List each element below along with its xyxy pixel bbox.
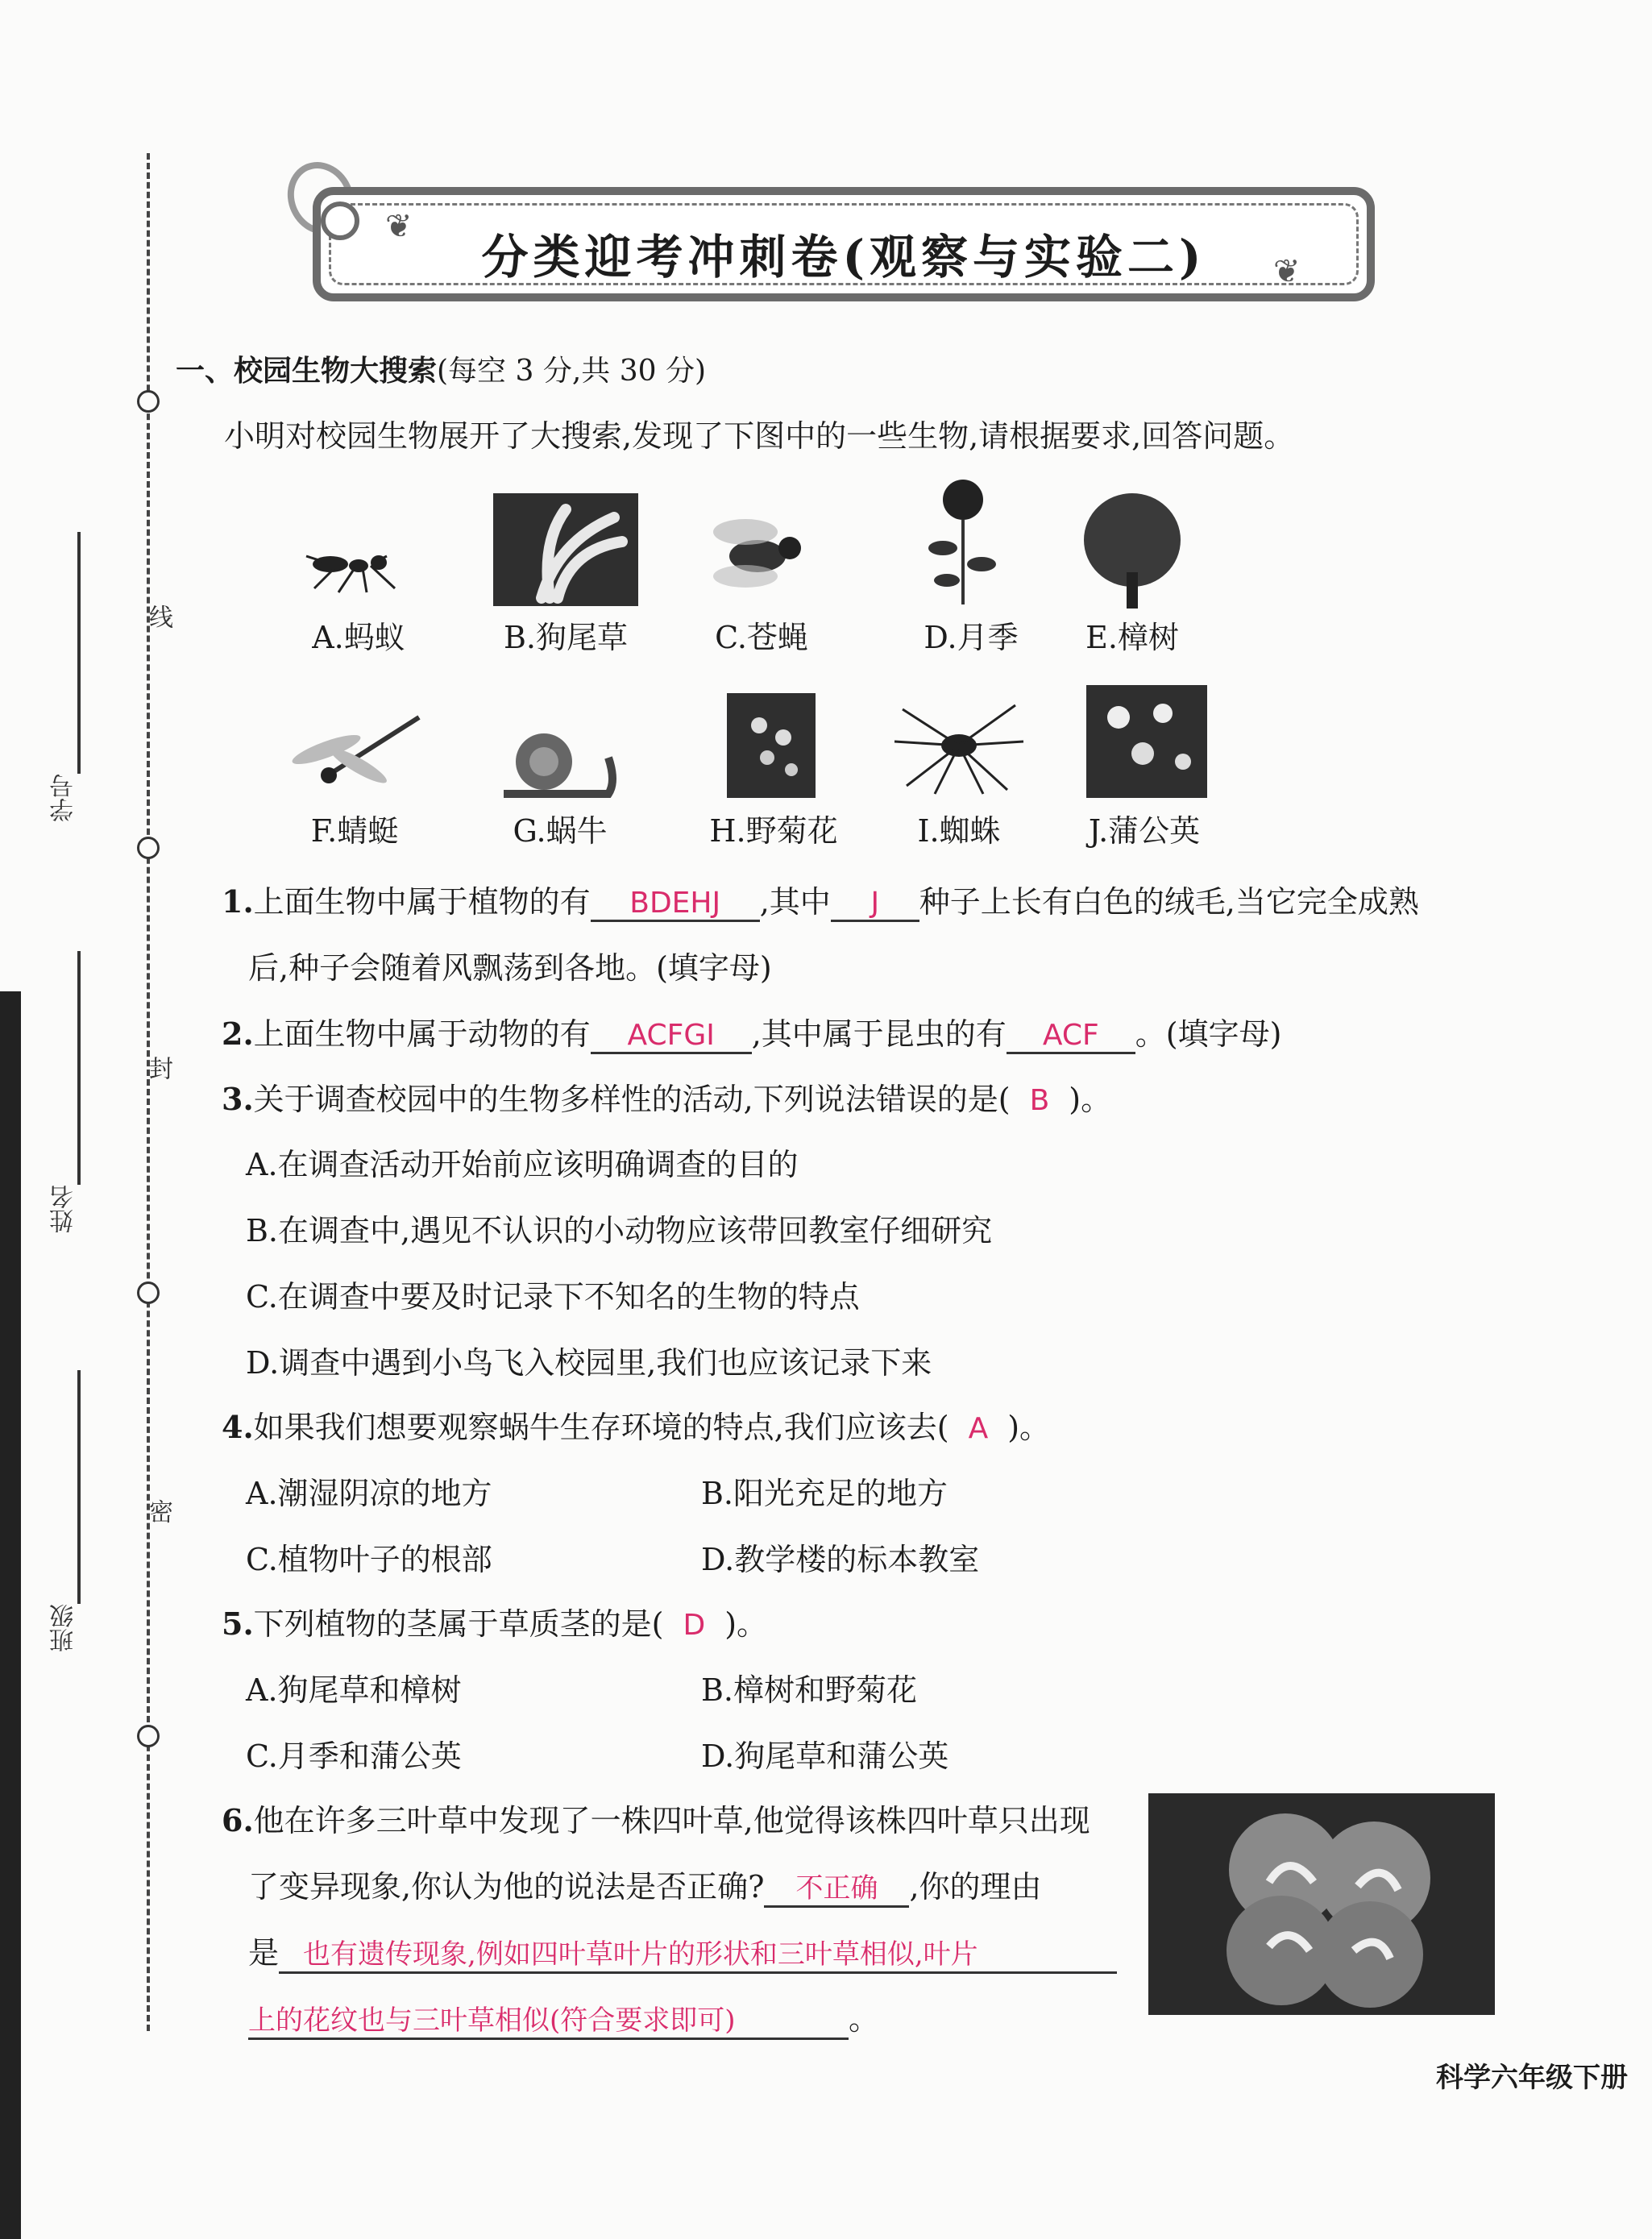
camphor-tree-icon [1080, 492, 1185, 609]
student-id-line [77, 532, 81, 774]
q3-option-d: D.调查中遇到小鸟飞入校园里,我们也应该记录下来 [246, 1345, 932, 1381]
q4-option-a: A.潮湿阴凉的地方 [246, 1476, 492, 1511]
answer-q1a: BDEHJ [629, 887, 721, 920]
answer-q4: A [968, 1412, 989, 1445]
section-intro: 小明对校园生物展开了大搜索,发现了下图中的一些生物,请根据要求,回答问题。 [224, 418, 1295, 454]
q4-option-c: C.植物叶子的根部 [246, 1542, 492, 1577]
organism-label-b: B.狗尾草 [503, 620, 628, 655]
organism-label-c: C.苍蝇 [715, 620, 808, 655]
ant-icon [290, 532, 427, 604]
q5-option-c: C.月季和蒲公英 [246, 1738, 462, 1774]
question-2: 2.上面生物中属于动物的有 ACFGI ,其中属于昆虫的有 ACF 。(填字母) [222, 1009, 1281, 1054]
answer-q5: D [683, 1609, 706, 1642]
section-heading [176, 348, 706, 389]
butterfly-icon-2: ❦ [1273, 253, 1301, 290]
label-name: 姓名 [50, 1185, 78, 1233]
cut-word-mi: 密 [144, 1499, 172, 1523]
answer-q6b-line1: 也有遗传现象,例如四叶草叶片的形状和三叶草相似,叶片 [303, 1938, 978, 1971]
answer-q6a: 不正确 [795, 1872, 878, 1905]
organism-label-g: G.蜗牛 [513, 813, 608, 849]
cut-word-xian: 线 [144, 604, 172, 629]
q3-option-c: C.在调查中要及时记录下不知名的生物的特点 [246, 1279, 860, 1315]
scan-edge-bar [0, 991, 21, 2239]
organism-label-e: E.樟树 [1085, 620, 1179, 655]
q5-option-b: B.樟树和野菊花 [701, 1672, 918, 1708]
rose-icon [919, 476, 999, 609]
q3-option-b: B.在调查中,遇见不认识的小动物应该带回教室仔细研究 [246, 1213, 993, 1248]
q3-option-a: A.在调查活动开始前应该明确调查的目的 [246, 1147, 799, 1182]
question-3: 3.关于调查校园中的生物多样性的活动,下列说法错误的是( B )。 [222, 1081, 1112, 1117]
answer-q3: B [1029, 1084, 1050, 1117]
dandelion-photo [1086, 685, 1207, 798]
answer-q2b: ACF [1042, 1019, 1099, 1052]
binding-dashed-line [147, 153, 150, 2031]
organism-label-h: H.野菊花 [709, 813, 838, 849]
tag-hole-icon [321, 201, 359, 240]
question-6: 6.他在许多三叶草中发现了一株四叶草,他觉得该株四叶草只出现 [222, 1802, 1090, 1838]
binding-hole-3 [137, 1282, 160, 1304]
section-points: (每空 3 分,共 30 分) [437, 355, 707, 388]
answer-q2a: ACFGI [627, 1019, 715, 1052]
answer-q6b-line2: 上的花纹也与三叶草相似(符合要求即可) [248, 2004, 736, 2037]
section-title: 一、校园生物大搜索 [176, 354, 438, 388]
organism-label-j: J.蒲公英 [1088, 813, 1201, 849]
organism-label-f: F.蜻蜓 [310, 813, 399, 849]
label-student-id: 学号 [50, 774, 78, 822]
answer-q1b: J [870, 887, 880, 920]
four-leaf-clover-photo [1148, 1793, 1495, 2015]
question-1: 1.上面生物中属于植物的有 BDEHJ ,其中 J 种子上长有白色的绒毛,当它完全成熟 [222, 877, 1419, 922]
binding-hole-1 [137, 390, 160, 413]
binding-hole-4 [137, 1725, 160, 1747]
question-1-line2: 后,种子会随着风飘荡到各地。(填字母) [248, 950, 772, 986]
label-class: 班级 [50, 1604, 78, 1652]
foxtail-grass-photo [493, 493, 638, 606]
q4-option-d: D.教学楼的标本教室 [701, 1542, 980, 1577]
question-6-line2: 了变异现象,你认为他的说法是否正确? 不正确 ,你的理由 [248, 1862, 1042, 1908]
footer-book-title: 科学六年级下册 [1436, 2062, 1628, 2094]
name-line [77, 951, 81, 1185]
question-4: 4.如果我们想要观察蜗牛生存环境的特点,我们应该去( A )。 [222, 1409, 1051, 1445]
q5-option-a: A.狗尾草和樟树 [246, 1672, 462, 1708]
question-5: 5.下列植物的茎属于草质茎的是( D )。 [222, 1606, 768, 1642]
binding-hole-2 [137, 837, 160, 859]
wild-chrysanthemum-photo [727, 693, 816, 798]
title-frame [313, 187, 1375, 301]
organism-label-d: D.月季 [924, 620, 1019, 655]
q4-option-b: B.阳光充足的地方 [701, 1476, 948, 1511]
organism-label-a: A.蚂蚁 [312, 620, 405, 655]
dragonfly-icon [282, 709, 427, 798]
snail-icon [496, 725, 616, 798]
spider-icon [886, 693, 1031, 798]
question-6-line3: 是 也有遗传现象,例如四叶草叶片的形状和三叶草相似,叶片 [248, 1928, 1117, 1974]
q5-option-d: D.狗尾草和蒲公英 [701, 1738, 949, 1774]
class-line [77, 1370, 81, 1604]
butterfly-icon: ❦ [385, 208, 413, 245]
page-title: 分类迎考冲刺卷(观察与实验二) [481, 230, 1206, 285]
question-6-line4: 上的花纹也与三叶草相似(符合要求即可) 。 [248, 1994, 879, 2040]
cut-word-feng: 封 [144, 1056, 172, 1080]
fly-icon [701, 500, 822, 604]
organism-label-i: I.蜘蛛 [917, 813, 1001, 849]
